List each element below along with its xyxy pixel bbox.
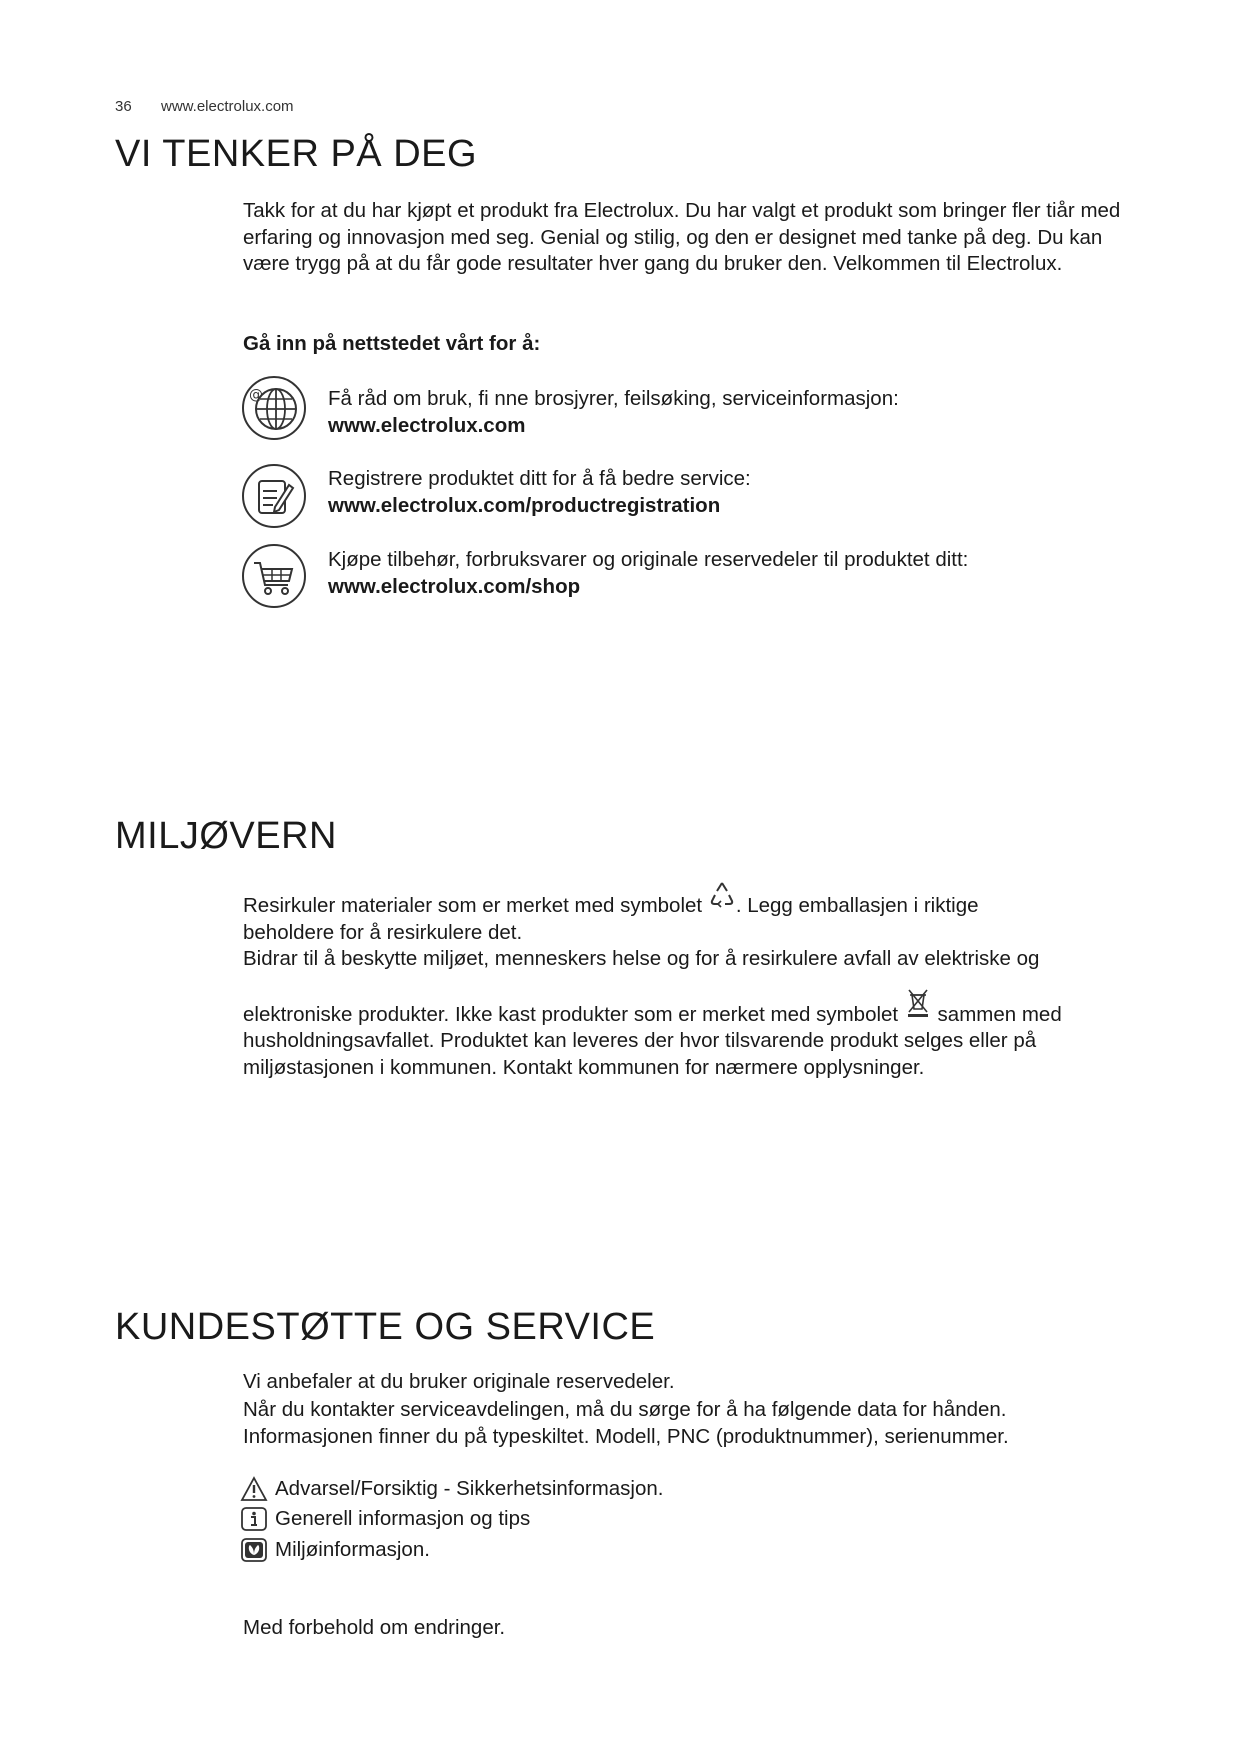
list-item-registration: Registrere produktet ditt for å få bedre service: www.electrolux.com/productregistration [328,467,751,517]
registration-icon [241,463,307,529]
page-header [115,98,294,115]
intro-paragraph: Takk for at du har kjøpt et produkt fra Electrolux. Du har valgt et produkt som bringer fler tiår med erfaring og innovasjon med seg. Genial og stilig, og den er designet med tanke på deg. Du kan være trygg på at du får gode resultater hver gang du bruker den. Velkommen til Electrolux. [243,199,1121,275]
legend-warning: Advarsel/Forsiktig - Sikkerhetsinformasjon. [240,1474,664,1504]
info-icon [240,1506,268,1532]
link-productregistration[interactable]: www.electrolux.com/productregistration [328,494,721,517]
page-number: 36 [115,98,132,115]
environment-paragraph: Resirkuler materialer som er merket med symbolet . Legg emballasjen i riktige beholdere for å resirkulere det. Bidrar til å beskytte miljøet, menneskers helse og for å resirkulere avfall av elektriske og elektroniske produkter. Ikke kast produkter som er merket med symbolet sammen med husholdningsavfallet. Produktet kan leveres der hvor tilsvarende produkt selges eller på miljøstasjonen i kommunen. Kontakt kommunen for nærmere opplysninger. [243,880,1143,1081]
weee-bin-icon [904,987,932,1017]
link-electrolux[interactable]: www.electrolux.com [328,414,526,437]
legend-info: Generell informasjon og tips [240,1504,530,1534]
section-title-support: KUNDESTØTTE OG SERVICE [115,1306,656,1348]
visit-heading: Gå inn på nettstedet vårt for å: [243,332,541,355]
footer-note: Med forbehold om endringer. [243,1616,506,1639]
support-paragraph: Vi anbefaler at du bruker originale reservedeler. Når du kontakter serviceavdelingen, må du sørge for å ha følgende data for hånden. Informasjonen finner du på typeskiltet. Modell, PNC (produktnummer), serienummer. [243,1370,1009,1448]
list-item-shop: Kjøpe tilbehør, forbruksvarer og originale reservedeler til produktet ditt: www.electrolux.com/shop [328,548,969,598]
legend-environment: Miljøinformasjon. [240,1535,430,1565]
environment-icon [240,1537,268,1563]
section-title-welcome: VI TENKER PÅ DEG [115,133,478,175]
link-shop[interactable]: www.electrolux.com/shop [328,575,581,598]
recycle-icon [708,880,736,910]
globe-icon [241,375,307,441]
list-item-advice: Få råd om bruk, fi nne brosjyrer, feilsøking, serviceinformasjon: www.electrolux.com [328,387,899,437]
section-title-environment: MILJØVERN [115,815,337,857]
svg-text:@: @ [249,387,263,403]
warning-icon [240,1476,268,1502]
header-site[interactable]: www.electrolux.com [161,98,294,115]
shopping-cart-icon [241,543,307,609]
